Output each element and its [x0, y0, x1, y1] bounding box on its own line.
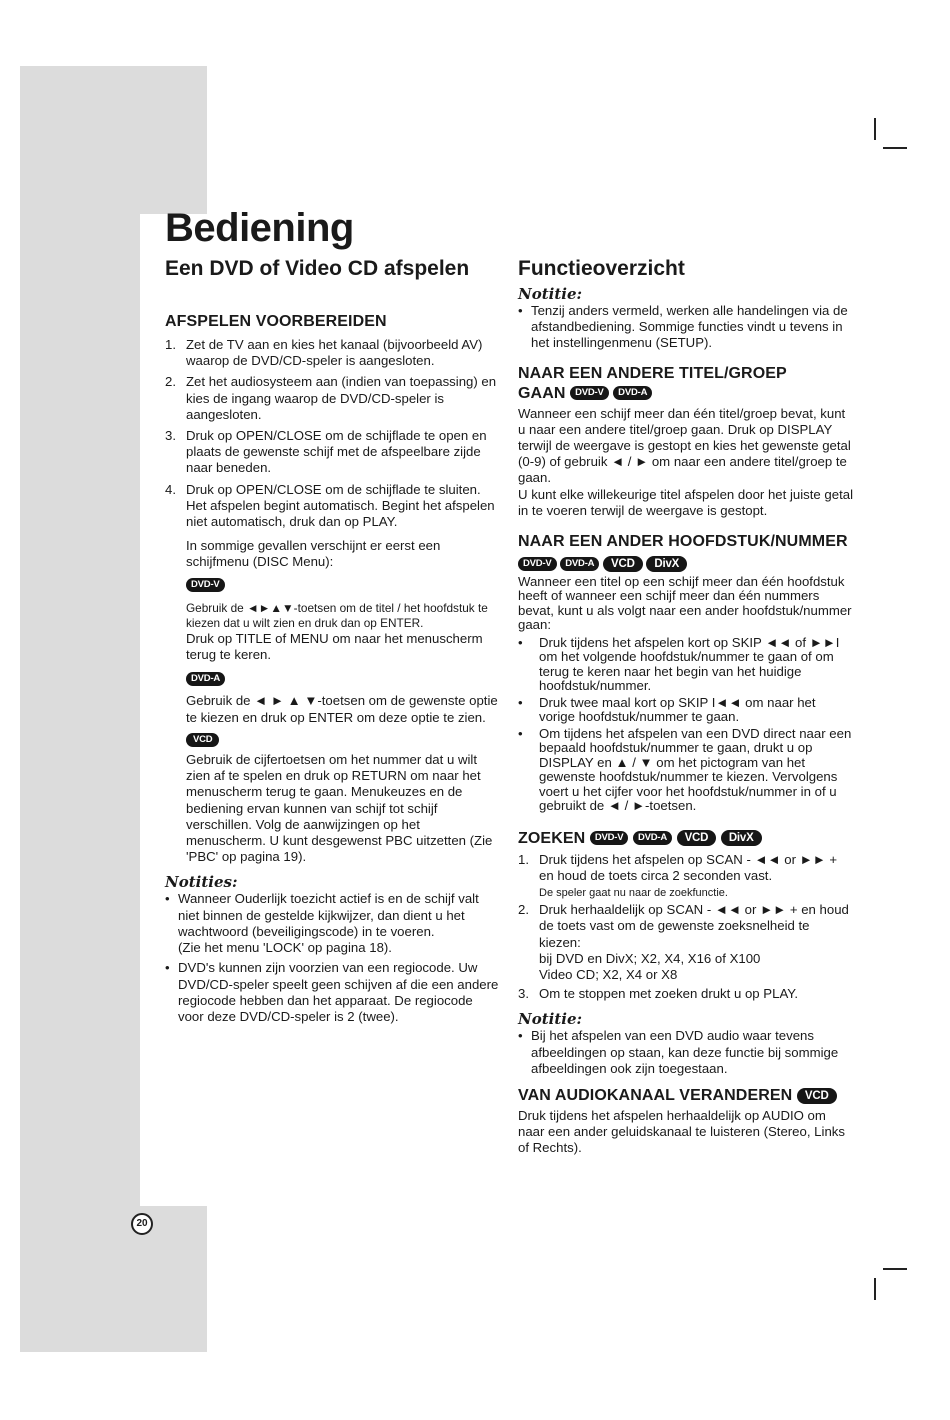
- note-text: Wanneer Ouderlijk toezicht actief is en de schijf valt niet binnen de gestelde kijkwijzer, dan dient u het wachtwoord (beveiligingscode) in te voeren.: [178, 891, 479, 939]
- step-text: Zet de TV aan en kies het kanaal (bijvoorbeeld AV) waarop de DVD/CD-speler is aangesloten.: [186, 337, 483, 369]
- step-number: 3.: [518, 986, 529, 1002]
- crop-mark-top-vertical: [874, 118, 876, 140]
- search-heading: ZOEKEN: [518, 829, 586, 847]
- dvd-a-badge: DVD-A: [186, 672, 225, 686]
- dvd-v-badge: DVD-V: [518, 557, 557, 571]
- step-text: Om te stoppen met zoeken drukt u op PLAY.: [539, 986, 799, 1002]
- note-list: [518, 1028, 853, 1077]
- bullet: •: [165, 891, 170, 907]
- list-item: [165, 891, 500, 956]
- notes-list: [165, 891, 500, 1025]
- note-text: DVD's kunnen zijn voorzien van een regiocode. Uw DVD/CD-speler speelt geen schijven af die een andere regiocode hebben dan het apparaat. De regiocode voor deze DVD/CD-speler is 2 (twee).: [178, 960, 499, 1024]
- crop-mark-bottom-horizontal: [883, 1268, 907, 1270]
- chapter-text: Wanneer een titel op een schijf meer dan één hoofdstuk heeft of wanneer een schijf meer dan één nummers bevat, kunt u als volgt naar een ander hoofdstuk/nummer gaan:: [518, 573, 852, 633]
- right-column: [518, 256, 853, 1157]
- subsection-heading: [518, 829, 853, 849]
- step-number: 1.: [518, 851, 529, 867]
- dvd-a-badge: DVD-A: [613, 386, 652, 400]
- speed-dvd: bij DVD en DivX; X2, X4, X16 of X100: [539, 950, 761, 966]
- crop-mark-top-horizontal: [883, 147, 907, 149]
- section-heading: Een DVD of Video CD afspelen: [165, 257, 470, 280]
- vcd-badge: VCD: [797, 1088, 837, 1104]
- dvd-v-menu-return: Druk op TITLE of MENU om naar het menuscherm terug te keren.: [186, 630, 483, 663]
- steps-list: [165, 337, 500, 530]
- dvd-v-instructions: Gebruik de ◄►▲▼-toetsen om de titel / het hoofdstuk te kiezen dat u wilt zien en druk dan op ENTER.: [186, 600, 488, 630]
- disc-menu-text: In sommige gevallen verschijnt er eerst een schijfmenu (DISC Menu):: [186, 538, 441, 570]
- note-extra: (Zie het menu 'LOCK' op pagina 18).: [178, 940, 392, 956]
- dvd-a-badge: DVD-A: [560, 557, 599, 571]
- subsection-heading: NAAR EEN ANDER HOOFDSTUK/NUMMER: [518, 533, 848, 551]
- list-item: [165, 960, 500, 1025]
- speed-vcd: Video CD; X2, X4 or X8: [539, 966, 678, 982]
- notes-title: Notities:: [165, 873, 238, 892]
- item-text: Druk twee maal kort op SKIP I◄◄ om naar het vorige hoofdstuk/nummer te gaan.: [539, 694, 816, 725]
- vcd-badge: VCD: [186, 733, 219, 747]
- step-text: Druk op OPEN/CLOSE om de schijflade te open en plaats de gewenste schijf met de afspeelbare zijde naar beneden.: [186, 428, 487, 476]
- list-item: [518, 1028, 853, 1077]
- step-note: De speler gaat nu naar de zoekfunctie.: [539, 886, 728, 899]
- step-text: Druk herhaaldelijk op SCAN - ◄◄ or ►► + en houd de toets vast om de gewenste zoeksnelheid te kiezen:: [539, 902, 849, 950]
- list-item: [518, 902, 853, 983]
- step-text: Zet het audiosysteem aan (indien van toepassing) en kies de ingang waarop de DVD/CD-speler is aangesloten.: [186, 374, 497, 422]
- item-text: Druk tijdens het afspelen kort op SKIP ◄◄ of ►►I om het volgende hoofdstuk/nummer te gaan of om terug te keren naar het begin van het huidige hoofdstuk/nummer.: [539, 634, 840, 694]
- heading-line-1: NAAR EEN ANDERE TITEL/GROEP: [518, 364, 787, 382]
- crop-mark-bottom-vertical: [874, 1278, 876, 1300]
- list-item: [518, 986, 853, 1002]
- dvd-v-badge: DVD-V: [570, 386, 609, 400]
- dvd-v-badge: DVD-V: [186, 578, 225, 592]
- margin-gray-bottom: [20, 1206, 207, 1352]
- step-number: 4.: [165, 481, 176, 497]
- dvd-a-badge: DVD-A: [633, 831, 672, 845]
- divx-badge: DivX: [721, 830, 762, 846]
- page-number: 20: [131, 1213, 153, 1235]
- bullet: •: [518, 303, 523, 318]
- step-text: Druk tijdens het afspelen op SCAN - ◄◄ or ►► + en houd de toets circa 2 seconden vast.: [539, 851, 838, 883]
- chapter-list: [518, 636, 853, 814]
- step-number: 2.: [518, 902, 529, 918]
- list-item: [518, 303, 853, 352]
- list-item: [518, 852, 853, 901]
- search-steps: [518, 852, 853, 1003]
- note-list: [518, 303, 853, 352]
- bullet: •: [518, 1028, 523, 1044]
- dvd-a-instructions: Gebruik de ◄ ► ▲ ▼-toetsen om de gewenste optie te kiezen en druk op ENTER om deze optie te zien.: [186, 693, 498, 725]
- audio-text: Druk tijdens het afspelen herhaaldelijk op AUDIO om naar een ander geluidskanaal te luisteren (Stereo, Links of Rechts).: [518, 1107, 845, 1156]
- subsection-heading: AFSPELEN VOORBEREIDEN: [165, 313, 387, 330]
- list-item: [165, 374, 500, 423]
- page-title: Bediening: [165, 206, 354, 250]
- vcd-badge: VCD: [677, 830, 717, 846]
- vcd-badge: VCD: [603, 556, 643, 572]
- step-text: Druk op OPEN/CLOSE om de schijflade te sluiten. Het afspelen begint automatisch. Begint het afspelen niet automatisch, druk dan op PLAY.: [186, 481, 495, 530]
- title-group-text-2: U kunt elke willekeurige titel afspelen door het juiste getal in te voeren terwijl de weergave is gestopt.: [518, 486, 854, 518]
- bullet: •: [518, 694, 523, 710]
- section-heading: Functieoverzicht: [518, 257, 685, 280]
- audio-heading: VAN AUDIOKANAAL VERANDEREN: [518, 1086, 793, 1104]
- vcd-instructions: Gebruik de cijfertoetsen om het nummer dat u wilt zien af te spelen en druk op RETURN om naar het menuscherm terug te gaan. Menukeuzes en de bediening ervan kunnen van schijf tot schijf verschillen. Volg de aanwijzingen op het menuscherm. U kunt desgewenst PBC uitzetten (Zie 'PBC' op pagina 19).: [186, 752, 493, 865]
- dvd-v-badge: DVD-V: [590, 831, 629, 845]
- divx-badge: DivX: [646, 556, 687, 572]
- item-text: Om tijdens het afspelen van een DVD direct naar een bepaald hoofdstuk/nummer te gaan, drukt u op DISPLAY en ▲ / ▼ om het pictogram van het gewenste hoofdstuk/nummer te kiezen. Vervolgens voert u het cijfer voor het hoofdstuk/nummer in of u gebruikt de ◄ / ►-toetsen.: [539, 725, 852, 814]
- heading-line-2: GAAN: [518, 384, 566, 402]
- list-item: [165, 337, 500, 369]
- step-number: 3.: [165, 428, 176, 444]
- subsection-heading: [518, 1086, 853, 1106]
- margin-gray-top: [20, 66, 207, 214]
- bullet: •: [165, 960, 170, 976]
- list-item: [518, 696, 853, 725]
- title-group-text: Wanneer een schijf meer dan één titel/groep bevat, kunt u naar een andere titel/groep gaan. Druk op DISPLAY terwijl de weergave is gestopt en kies het gewenste getal (0-9) of gebruik ◄ / ► om naar een andere titel/groep te gaan.: [518, 405, 851, 486]
- left-column: [165, 256, 500, 1025]
- note-title: Notitie:: [518, 1010, 583, 1029]
- note-text: Tenzij anders vermeld, werken alle handelingen via de afstandbediening. Sommige functies vindt u tevens in het instellingenmenu (SETUP).: [531, 303, 848, 351]
- disc-menu-block: [165, 538, 500, 865]
- subsection-heading: [518, 364, 853, 404]
- badge-row: [518, 555, 853, 572]
- list-item: [518, 636, 853, 694]
- list-item: [165, 482, 500, 531]
- bullet: •: [518, 634, 523, 650]
- note-title: Notitie:: [518, 285, 583, 303]
- bullet: •: [518, 725, 523, 741]
- step-number: 1.: [165, 337, 176, 352]
- step-number: 2.: [165, 374, 176, 390]
- list-item: [518, 727, 853, 814]
- list-item: [165, 428, 500, 477]
- margin-gray-side: [20, 214, 140, 1206]
- note-text: Bij het afspelen van een DVD audio waar tevens afbeeldingen op staan, kan deze functie bij sommige afbeeldingen ook zijn toegestaan.: [531, 1028, 839, 1076]
